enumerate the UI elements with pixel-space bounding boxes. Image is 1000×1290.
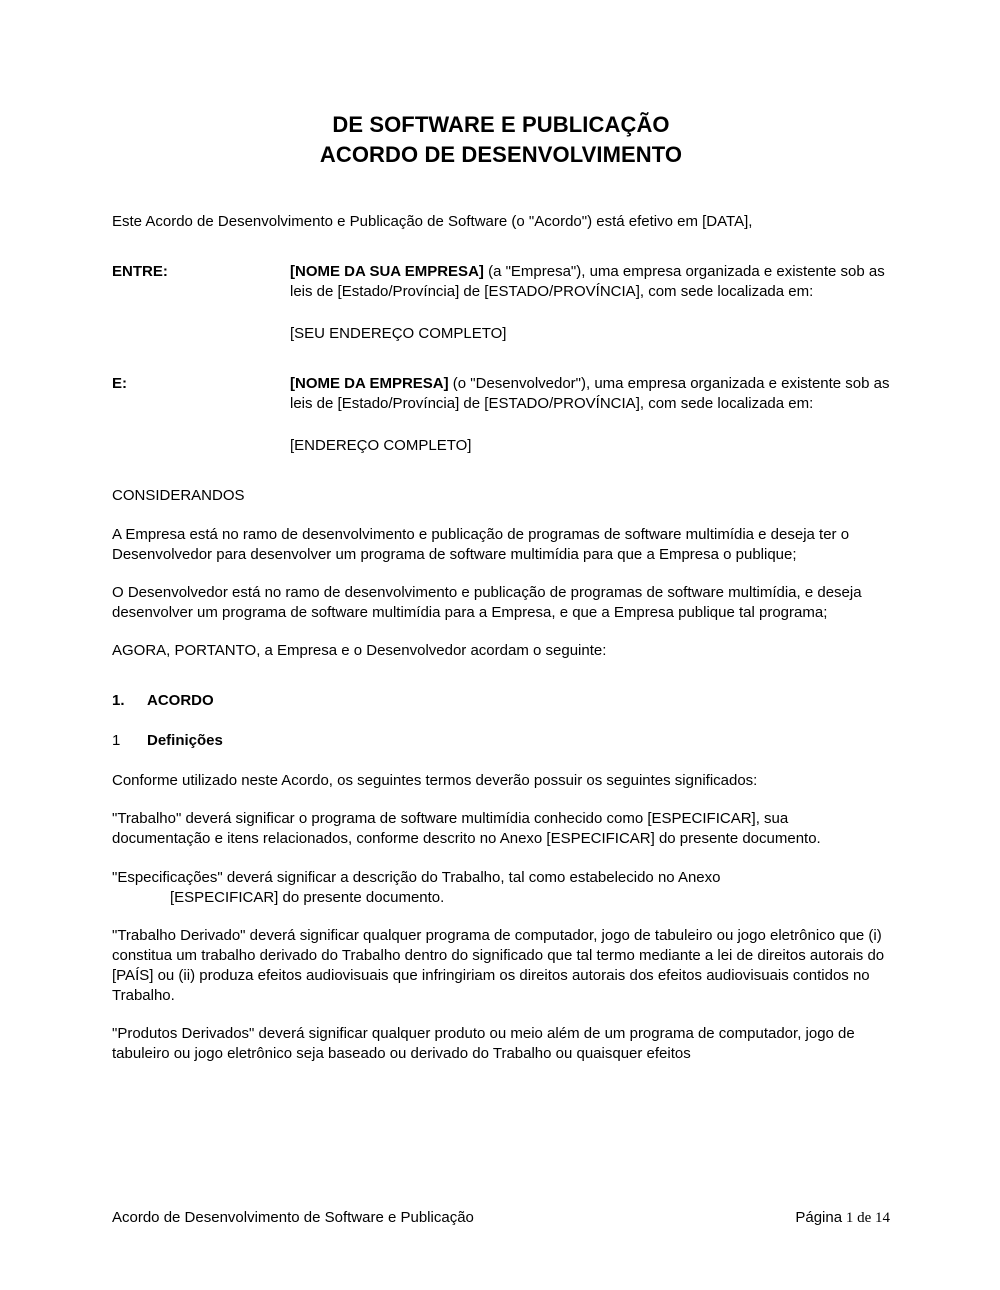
subsection-heading-definicoes (112, 731, 890, 751)
page-footer (112, 1208, 890, 1229)
spacer-definition-2 (112, 908, 890, 926)
section-number-1: 1. (112, 692, 125, 710)
spacer-recital-1 (112, 565, 890, 583)
party-address-entre: [SEU ENDEREÇO COMPLETO] (290, 325, 507, 343)
spacer-after-subsection (112, 751, 890, 771)
spacer-after-title (112, 170, 890, 212)
spacer-after-section-1 (112, 711, 890, 731)
party-body-e (290, 374, 890, 456)
subsection-title-definicoes: Definições (147, 732, 223, 750)
party-block-e (112, 374, 890, 456)
recital-paragraph-2: O Desenvolvedor está no ramo de desenvolvimento e publicação de programas de software multimídia, e deseja desenvolver um programa de software multimídia para a Empresa, e que a Empresa publique tal programa; (112, 583, 862, 621)
section-heading-1 (112, 691, 890, 711)
document-title-line-1: DE SOFTWARE E PUBLICAÇÃO (332, 112, 670, 137)
footer-page-word: Página (795, 1209, 843, 1226)
party-name-e: [NOME DA EMPRESA] (290, 375, 449, 393)
spacer-after-definitions-intro (112, 791, 890, 809)
document-title (112, 110, 890, 170)
definition-trabalho: "Trabalho" deverá significar o programa de software multimídia conhecido como [ESPECIFICAR], sua documentação e itens relacionados, conforme descrito no Anexo [ESPECIFICAR] do presente documento. (112, 810, 821, 848)
spacer-before-section-1 (112, 661, 890, 691)
recital-paragraph-1: A Empresa está no ramo de desenvolvimento e publicação de programas de software multimídia e deseja ter o Desenvolvedor para desenvolver um programa de software multimídia para que a Empresa o publique; (112, 525, 850, 563)
recitals-heading: CONSIDERANDOS (112, 487, 245, 505)
party-block-entre (112, 262, 890, 344)
footer-document-name: Acordo de Desenvolvimento de Software e Publicação (112, 1209, 474, 1226)
subsection-number-1: 1 (112, 732, 121, 750)
party-description-e: (o "Desenvolvedor"), uma empresa organizada e existente sob as leis de [Estado/Província] de [ESTADO/PROVÍNCIA], com sede localizada em: (290, 375, 890, 413)
section-title-1: ACORDO (147, 692, 214, 710)
party-label-entre: ENTRE: (112, 262, 168, 280)
definition-especificacoes-text: "Especificações" deverá significar a descrição do Trabalho, tal como estabelecido no Anexo (112, 868, 721, 886)
footer-page-indicator (795, 1208, 890, 1229)
spacer-recital-2 (112, 623, 890, 641)
definition-trabalho-derivado: "Trabalho Derivado" deverá significar qualquer programa de computador, jogo de tabuleiro ou jogo eletrônico que (i) constitua um trabalho derivado do Trabalho dentro do significado que tal termo mediante a lei de direitos autorais do [PAÍS] ou (ii) produza efeitos audiovisuais que infringiriam os direitos autorais dos efeitos audiovisuais contidos no Trabalho. (112, 926, 885, 1004)
party-description-entre: (a "Empresa"), uma empresa organizada e existente sob as leis de [Estado/Província] de [ESTADO/PROVÍNCIA], com sede localizada em: (290, 262, 885, 300)
spacer-after-intro (112, 232, 890, 262)
document-content (112, 110, 890, 1064)
spacer-definition-3 (112, 1006, 890, 1024)
footer-page-numbers: 1 de 14 (845, 1210, 890, 1226)
party-name-entre: [NOME DA SUA EMPRESA] (290, 262, 484, 280)
definition-produtos-derivados: "Produtos Derivados" deverá significar qualquer produto ou meio além de um programa de computador, jogo de tabuleiro ou jogo eletrônico seja baseado ou derivado do Trabalho ou quaisquer efeitos (112, 1025, 855, 1063)
party-address-e: [ENDEREÇO COMPLETO] (290, 437, 472, 455)
recital-paragraph-3: AGORA, PORTANTO, a Empresa e o Desenvolvedor acordam o seguinte: (112, 641, 607, 659)
definition-especificacoes-continuation: [ESPECIFICAR] do presente documento. (170, 888, 445, 906)
definition-especificacoes (112, 868, 890, 908)
spacer-definition-1 (112, 850, 890, 868)
party-body-entre (290, 262, 890, 344)
intro-paragraph: Este Acordo de Desenvolvimento e Publicação de Software (o "Acordo") está efetivo em [DATA], (112, 212, 753, 230)
party-label-e: E: (112, 375, 127, 393)
document-title-line-2: ACORDO DE DESENVOLVIMENTO (319, 141, 683, 167)
definitions-intro: Conforme utilizado neste Acordo, os seguintes termos deverão possuir os seguintes significados: (112, 772, 758, 790)
spacer-after-recitals-heading (112, 507, 890, 525)
spacer-before-recitals (112, 456, 890, 486)
spacer-between-parties (112, 344, 890, 374)
